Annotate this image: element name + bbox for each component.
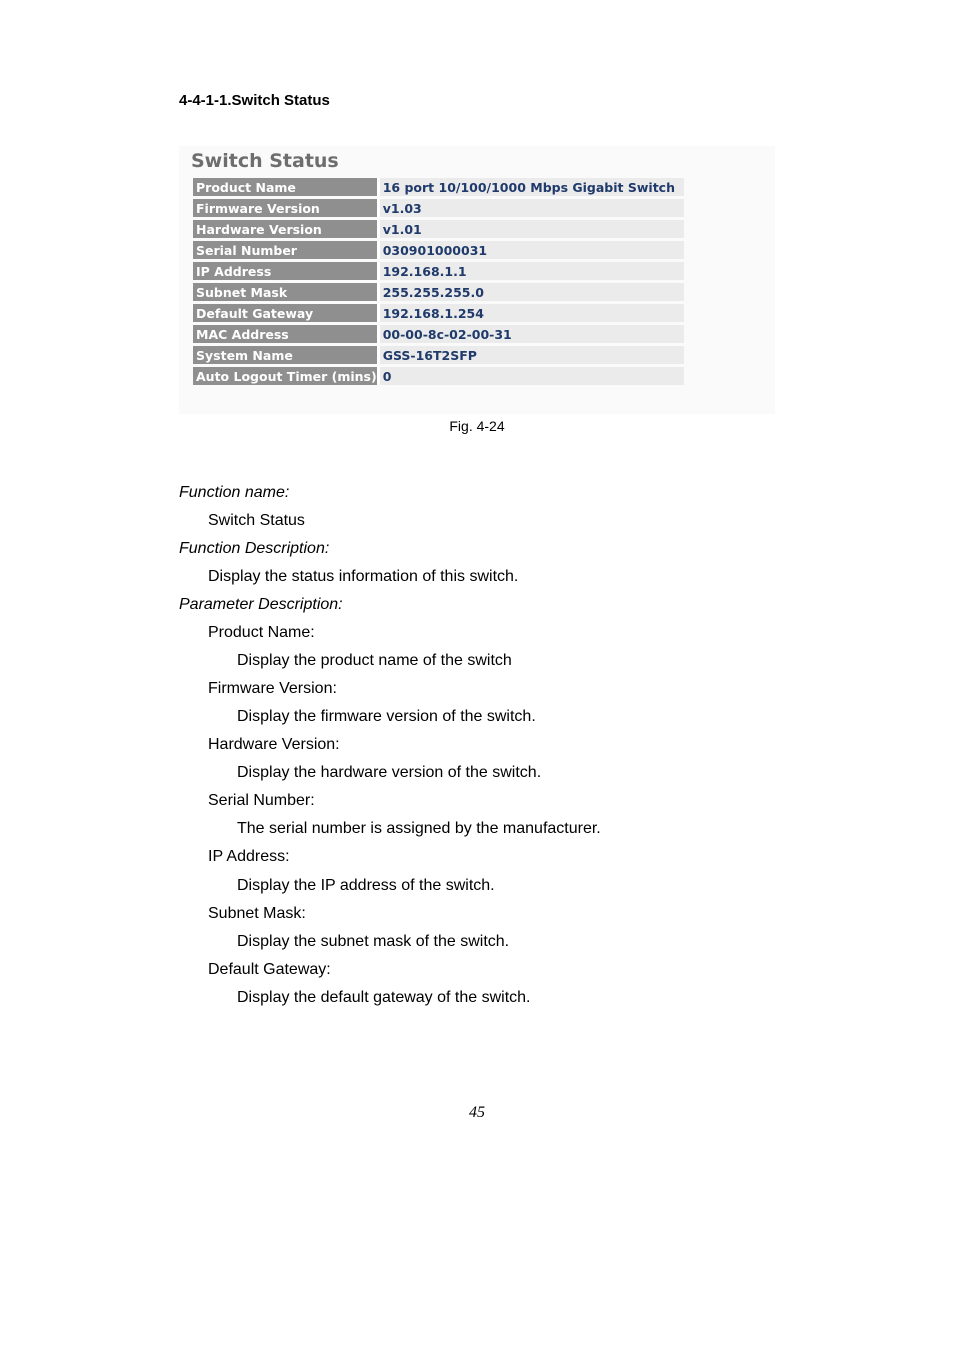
figure-caption: Fig. 4-24 [449,418,505,434]
parameter-description-heading: Parameter Description: [179,596,343,613]
param-name: IP Address: [208,848,290,865]
section-title: 4-4-1-1.Switch Status [179,92,330,109]
table-row [193,283,684,301]
row-label: Hardware Version [193,220,380,238]
row-value: 192.168.1.254 [380,304,684,322]
param-name: Hardware Version: [208,736,340,753]
row-label: Subnet Mask [193,283,380,301]
row-value: 255.255.255.0 [380,283,684,301]
param-name: Subnet Mask: [208,905,306,922]
row-label: System Name [193,346,380,364]
param-desc: Display the subnet mask of the switch. [237,933,510,950]
row-label: Product Name [193,178,380,196]
table-row [193,220,684,238]
function-description: Display the status information of this switch. [208,568,519,585]
switch-status-table [193,175,684,388]
row-label: Default Gateway [193,304,380,322]
param-desc: Display the product name of the switch [237,652,512,669]
row-value: v1.01 [380,220,684,238]
table-row [193,199,684,217]
param-desc: Display the firmware version of the switch. [237,708,536,725]
param-name: Firmware Version: [208,680,337,697]
function-name-heading: Function name: [179,484,290,501]
row-label: Serial Number [193,241,380,259]
row-label: IP Address [193,262,380,280]
row-label: MAC Address [193,325,380,343]
function-description-heading: Function Description: [179,540,330,557]
param-desc: Display the hardware version of the switch. [237,764,542,781]
table-row [193,346,684,364]
panel-title: Switch Status [191,150,339,172]
param-name: Default Gateway: [208,961,331,978]
table-row [193,367,684,385]
row-value: GSS-16T2SFP [380,346,684,364]
param-name: Serial Number: [208,792,315,809]
row-value: v1.03 [380,199,684,217]
table-row [193,304,684,322]
table-row [193,241,684,259]
row-value: 00-00-8c-02-00-31 [380,325,684,343]
row-label: Firmware Version [193,199,380,217]
row-value: 192.168.1.1 [380,262,684,280]
param-desc: Display the IP address of the switch. [237,877,495,894]
row-value: 16 port 10/100/1000 Mbps Gigabit Switch [380,178,684,196]
function-name: Switch Status [208,512,305,529]
row-value: 030901000031 [380,241,684,259]
switch-status-screenshot [179,146,775,414]
row-label: Auto Logout Timer (mins) [193,367,380,385]
table-row [193,262,684,280]
table-row [193,178,684,196]
param-desc: Display the default gateway of the switch. [237,989,531,1006]
param-name: Product Name: [208,624,315,641]
page-number: 45 [469,1104,485,1121]
param-desc: The serial number is assigned by the manufacturer. [237,820,601,837]
table-row [193,325,684,343]
row-value: 0 [380,367,684,385]
